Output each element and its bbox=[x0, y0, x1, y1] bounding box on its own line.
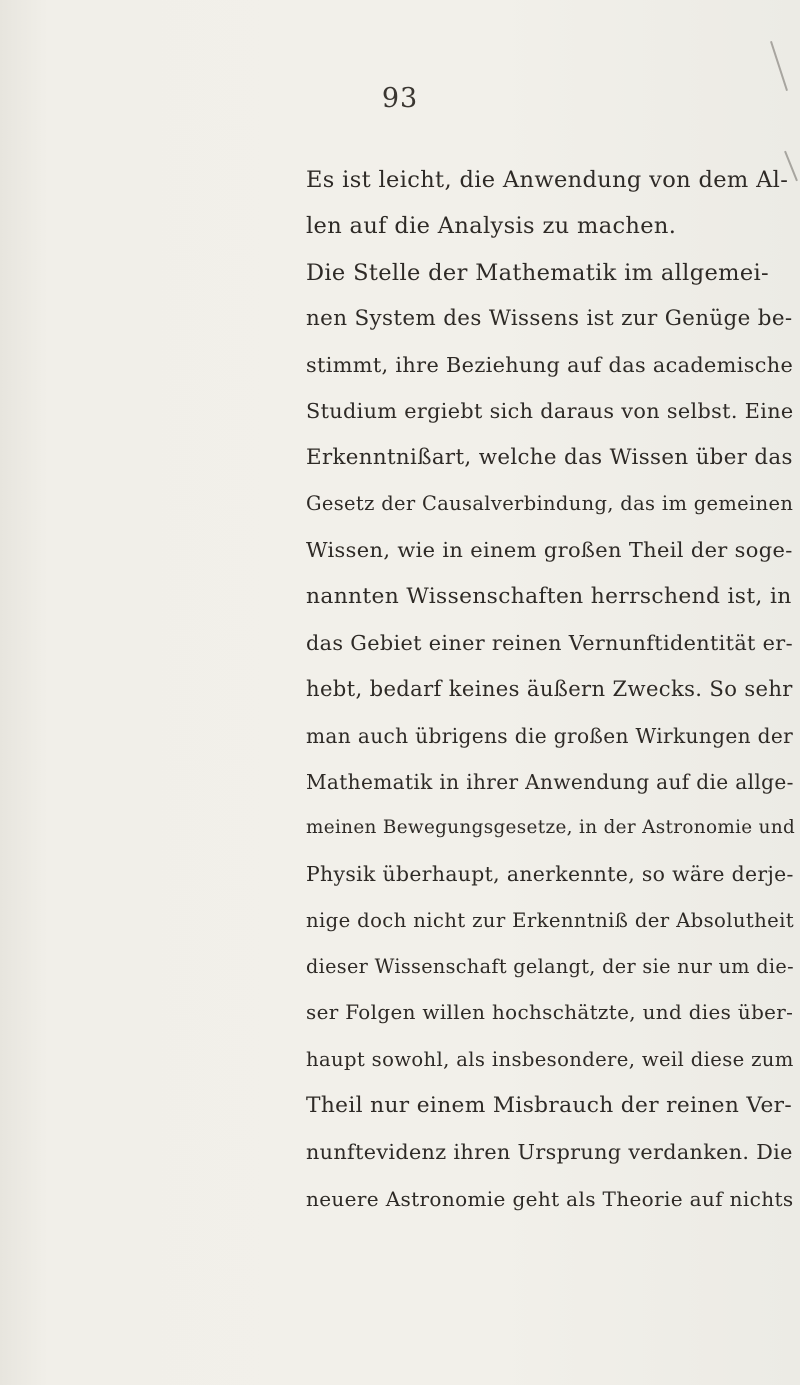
text-line: stimmt, ihre Beziehung auf das academische bbox=[306, 353, 794, 378]
text-line: Physik überhaupt, anerkennte, so wäre derje- bbox=[306, 862, 794, 887]
text-line: hebt, bedarf keines äußern Zwecks. So sehr bbox=[306, 676, 793, 702]
text-line: dieser Wissenschaft gelangt, der sie nur um die- bbox=[306, 955, 794, 979]
text-line: das Gebiet einer reinen Vernunftidentität er- bbox=[306, 630, 793, 655]
text-line: Gesetz der Causalverbindung, das im gemeinen bbox=[306, 492, 794, 516]
text-line: neuere Astronomie geht als Theorie auf nichts bbox=[306, 1186, 794, 1211]
text-line: nannten Wissenschaften herrschend ist, in bbox=[306, 583, 792, 609]
text-line: Studium ergiebt sich daraus von selbst. Eine bbox=[306, 399, 794, 424]
text-line: Wissen, wie in einem großen Theil der soge- bbox=[306, 538, 793, 563]
text-line: nen System des Wissens ist zur Genüge be- bbox=[306, 305, 793, 331]
text-line: Es ist leicht, die Anwendung von dem Al- bbox=[306, 167, 789, 193]
text-line: ser Folgen willen hochschätzte, und dies über- bbox=[306, 1001, 794, 1025]
text-line: nunftevidenz ihren Ursprung verdanken. Die bbox=[306, 1140, 793, 1165]
text-line: Die Stelle der Mathematik im allgemei- bbox=[306, 259, 769, 286]
text-line: man auch übrigens die großen Wirkungen der bbox=[306, 723, 794, 748]
text-line: nige doch nicht zur Erkenntniß der Absolutheit bbox=[306, 908, 794, 932]
text-line: Erkenntnißart, welche das Wissen über das bbox=[306, 444, 793, 470]
page-number: 93 bbox=[381, 83, 419, 114]
text-line: Theil nur einem Misbrauch der reinen Ver- bbox=[306, 1092, 793, 1118]
text-line: haupt sowohl, als insbesondere, weil diese zum bbox=[306, 1047, 794, 1071]
body-text bbox=[306, 157, 796, 1222]
text-line: len auf die Analysis zu machen. bbox=[306, 213, 677, 240]
text-line: Mathematik in ihrer Anwendung auf die allge- bbox=[306, 769, 794, 794]
text-line: meinen Bewegungsgesetze, in der Astronomie und bbox=[306, 817, 796, 839]
